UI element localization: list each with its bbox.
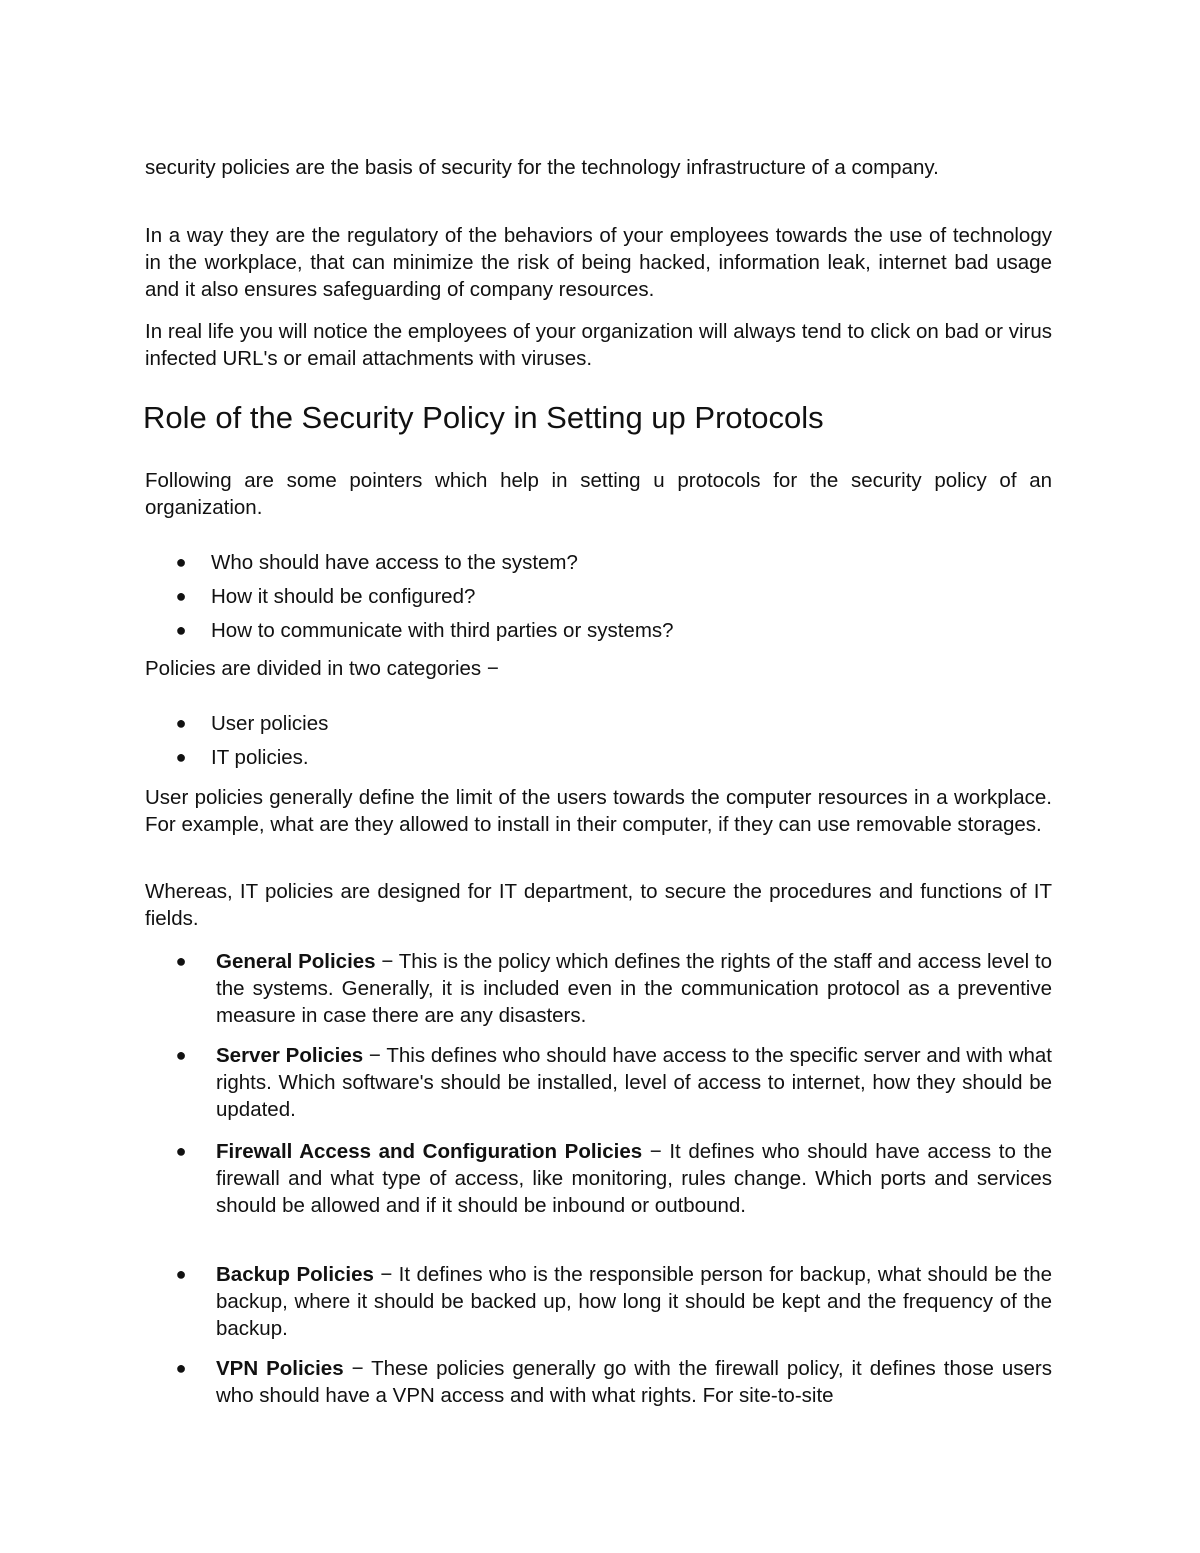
list-item [175,583,1052,610]
list-item-text: How it should be configured? [211,585,476,608]
paragraph-intro: security policies are the basis of security for the technology infrastructure of a company. [145,156,939,179]
policy-item [175,1261,1053,1342]
list-item-text: User policies [211,712,329,735]
list-item [175,710,1052,737]
policy-text: − It defines who should have access to the firewall and what type of access, like monitoring, rules change. Which ports and services should be allowed and if it should be inbound or outbound. [216,1140,1052,1217]
bullet-icon: ● [175,1264,187,1284]
bullet-icon: ● [175,552,187,572]
paragraph-user-policies: User policies generally define the limit of the users towards the computer resources in a workplace. For example, what are they allowed to install in their computer, if they can use removable storages. [145,786,1052,836]
bullet-icon: ● [175,951,187,971]
bullet-icon: ● [175,1141,187,1161]
paragraph-pointers: Following are some pointers which help in setting u protocols for the security policy of an organization. [145,469,1052,519]
policy-title: Backup Policies [216,1263,374,1286]
policy-text: − These policies generally go with the firewall policy, it defines those users who should have a VPN access and with what rights. For site-to-site [216,1357,1052,1407]
policy-text: − This defines who should have access to the specific server and with what rights. Which software's should be installed, level of access to internet, how they should be updated. [216,1044,1052,1121]
policy-text: − It defines who is the responsible person for backup, what should be the backup, where it should be backed up, how long it should be kept and the frequency of the backup. [216,1263,1053,1340]
policy-item [175,1138,1052,1219]
paragraph-it-policies: Whereas, IT policies are designed for IT department, to secure the procedures and functions of IT fields. [145,880,1052,930]
list-item [175,744,1052,771]
bullet-icon: ● [175,1358,187,1378]
policy-item [175,1355,1052,1409]
policy-text: − This is the policy which defines the rights of the staff and access level to the systems. Generally, it is included even in the communication protocol as a preventive measure in case there are any disasters. [216,950,1053,1027]
section-heading: Role of the Security Policy in Setting up Protocols [143,400,824,435]
list-item-text: IT policies. [211,746,309,769]
policy-title: Server Policies [216,1044,364,1067]
policy-title: General Policies [216,950,376,973]
bullet-icon: ● [175,620,187,640]
list-item-text: How to communicate with third parties or systems? [211,619,674,642]
list-item [175,617,1052,644]
paragraph-real-life: In real life you will notice the employees of your organization will always tend to click on bad or virus infected URL's or email attachments with viruses. [145,320,1052,370]
bullet-icon: ● [175,586,187,606]
policy-title: VPN Policies [216,1357,344,1380]
bullet-icon: ● [175,747,187,767]
list-item [175,549,1052,576]
list-item-text: Who should have access to the system? [211,551,578,574]
paragraph-regulatory: In a way they are the regulatory of the behaviors of your employees towards the use of technology in the workplace, that can minimize the risk of being hacked, information leak, internet bad usage and it also ensures safeguarding of company resources. [145,224,1052,301]
bullet-icon: ● [175,1045,187,1065]
paragraph-categories: Policies are divided in two categories − [145,657,499,680]
policy-item [175,1042,1052,1123]
policy-title: Firewall Access and Configuration Policies [216,1140,643,1163]
policy-item [175,948,1053,1029]
bullet-icon: ● [175,713,187,733]
